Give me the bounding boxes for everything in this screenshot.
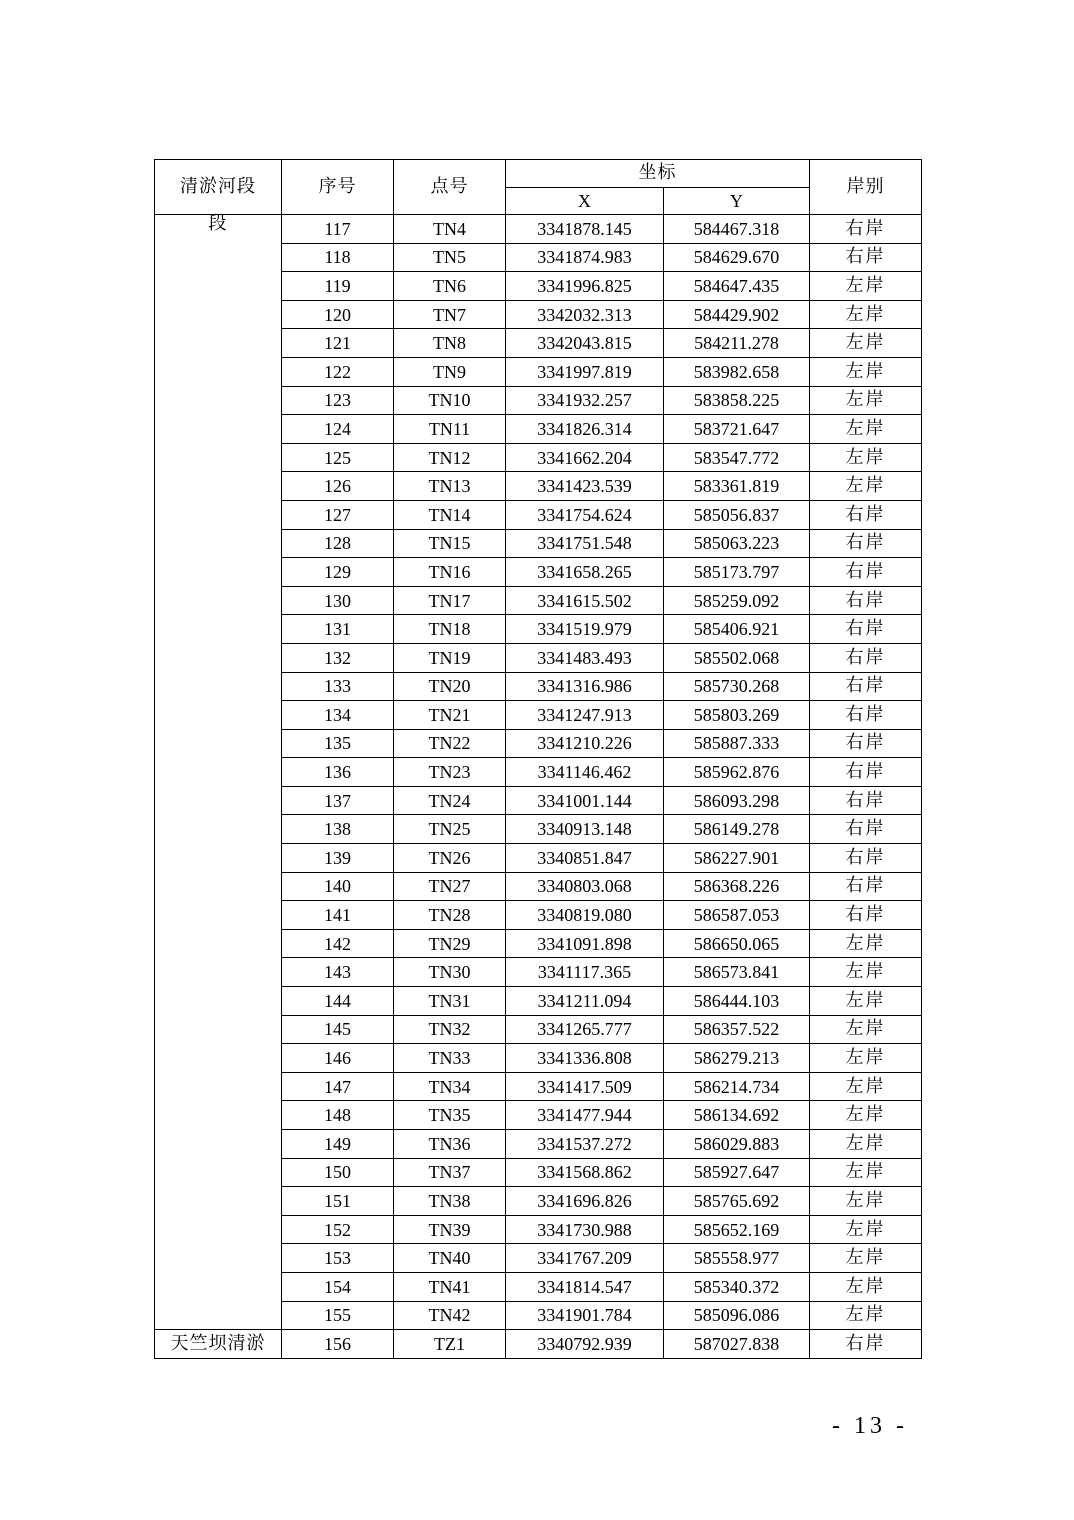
seq-cell: 151 xyxy=(282,1187,394,1216)
x-cell: 3341316.986 xyxy=(506,672,664,701)
bank-cell: 左岸 xyxy=(810,1072,922,1101)
bank-cell: 右岸 xyxy=(810,500,922,529)
bank-cell: 右岸 xyxy=(810,872,922,901)
bank-cell: 右岸 xyxy=(810,586,922,615)
point-cell: TN30 xyxy=(394,958,506,987)
point-cell: TN7 xyxy=(394,300,506,329)
seq-cell: 133 xyxy=(282,672,394,701)
section-cell: 天竺坝清淤 xyxy=(155,1330,282,1359)
y-cell: 585927.647 xyxy=(664,1158,810,1187)
x-cell: 3341814.547 xyxy=(506,1272,664,1301)
section-cell: 段 xyxy=(155,215,282,1330)
x-cell: 3341417.509 xyxy=(506,1072,664,1101)
seq-cell: 136 xyxy=(282,758,394,787)
seq-cell: 135 xyxy=(282,729,394,758)
x-cell: 3341211.094 xyxy=(506,987,664,1016)
y-cell: 586227.901 xyxy=(664,844,810,873)
seq-cell: 120 xyxy=(282,300,394,329)
x-cell: 3341932.257 xyxy=(506,386,664,415)
bank-cell: 左岸 xyxy=(810,1101,922,1130)
y-cell: 586573.841 xyxy=(664,958,810,987)
bank-cell: 右岸 xyxy=(810,729,922,758)
page-number: - 13 - xyxy=(832,1413,908,1439)
point-cell: TN27 xyxy=(394,872,506,901)
x-cell: 3341336.808 xyxy=(506,1044,664,1073)
bank-cell: 左岸 xyxy=(810,272,922,301)
seq-cell: 142 xyxy=(282,929,394,958)
header-point: 点号 xyxy=(394,160,506,215)
bank-cell: 右岸 xyxy=(810,558,922,587)
x-cell: 3341423.539 xyxy=(506,472,664,501)
point-cell: TN24 xyxy=(394,786,506,815)
point-cell: TN18 xyxy=(394,615,506,644)
header-seq: 序号 xyxy=(282,160,394,215)
point-cell: TN22 xyxy=(394,729,506,758)
y-cell: 585558.977 xyxy=(664,1244,810,1273)
seq-cell: 132 xyxy=(282,643,394,672)
seq-cell: 146 xyxy=(282,1044,394,1073)
bank-cell: 右岸 xyxy=(810,615,922,644)
x-cell: 3340803.068 xyxy=(506,872,664,901)
header-y: Y xyxy=(664,187,810,215)
y-cell: 583361.819 xyxy=(664,472,810,501)
point-cell: TN29 xyxy=(394,929,506,958)
y-cell: 585887.333 xyxy=(664,729,810,758)
point-cell: TN33 xyxy=(394,1044,506,1073)
point-cell: TN5 xyxy=(394,243,506,272)
y-cell: 585406.921 xyxy=(664,615,810,644)
y-cell: 585652.169 xyxy=(664,1215,810,1244)
point-cell: TN25 xyxy=(394,815,506,844)
x-cell: 3341519.979 xyxy=(506,615,664,644)
y-cell: 584629.670 xyxy=(664,243,810,272)
bank-cell: 右岸 xyxy=(810,758,922,787)
y-cell: 584211.278 xyxy=(664,329,810,358)
y-cell: 585502.068 xyxy=(664,643,810,672)
y-cell: 587027.838 xyxy=(664,1330,810,1359)
x-cell: 3341997.819 xyxy=(506,357,664,386)
bank-cell: 左岸 xyxy=(810,1301,922,1330)
seq-cell: 148 xyxy=(282,1101,394,1130)
y-cell: 583858.225 xyxy=(664,386,810,415)
seq-cell: 117 xyxy=(282,215,394,244)
seq-cell: 137 xyxy=(282,786,394,815)
seq-cell: 127 xyxy=(282,500,394,529)
point-cell: TN6 xyxy=(394,272,506,301)
point-cell: TN26 xyxy=(394,844,506,873)
bank-cell: 左岸 xyxy=(810,300,922,329)
x-cell: 3341996.825 xyxy=(506,272,664,301)
x-cell: 3341696.826 xyxy=(506,1187,664,1216)
bank-cell: 左岸 xyxy=(810,386,922,415)
bank-cell: 右岸 xyxy=(810,844,922,873)
seq-cell: 153 xyxy=(282,1244,394,1273)
seq-cell: 147 xyxy=(282,1072,394,1101)
y-cell: 585063.223 xyxy=(664,529,810,558)
point-cell: TN9 xyxy=(394,357,506,386)
header-section: 清淤河段 xyxy=(155,160,282,215)
bank-cell: 左岸 xyxy=(810,1015,922,1044)
bank-cell: 左岸 xyxy=(810,443,922,472)
x-cell: 3341662.204 xyxy=(506,443,664,472)
bank-cell: 左岸 xyxy=(810,1272,922,1301)
x-cell: 3341001.144 xyxy=(506,786,664,815)
bank-cell: 左岸 xyxy=(810,1244,922,1273)
seq-cell: 145 xyxy=(282,1015,394,1044)
y-cell: 584467.318 xyxy=(664,215,810,244)
y-cell: 585096.086 xyxy=(664,1301,810,1330)
bank-cell: 右岸 xyxy=(810,701,922,730)
x-cell: 3341767.209 xyxy=(506,1244,664,1273)
x-cell: 3340792.939 xyxy=(506,1330,664,1359)
bank-cell: 左岸 xyxy=(810,929,922,958)
bank-cell: 左岸 xyxy=(810,472,922,501)
point-cell: TN34 xyxy=(394,1072,506,1101)
x-cell: 3341483.493 xyxy=(506,643,664,672)
bank-cell: 右岸 xyxy=(810,815,922,844)
point-cell: TN21 xyxy=(394,701,506,730)
bank-cell: 左岸 xyxy=(810,329,922,358)
table-row xyxy=(155,1330,922,1359)
point-cell: TN8 xyxy=(394,329,506,358)
x-cell: 3341901.784 xyxy=(506,1301,664,1330)
point-cell: TN35 xyxy=(394,1101,506,1130)
point-cell: TN23 xyxy=(394,758,506,787)
point-cell: TN14 xyxy=(394,500,506,529)
seq-cell: 123 xyxy=(282,386,394,415)
point-cell: TN20 xyxy=(394,672,506,701)
point-cell: TN38 xyxy=(394,1187,506,1216)
x-cell: 3341754.624 xyxy=(506,500,664,529)
point-cell: TN37 xyxy=(394,1158,506,1187)
x-cell: 3341117.365 xyxy=(506,958,664,987)
seq-cell: 138 xyxy=(282,815,394,844)
seq-cell: 119 xyxy=(282,272,394,301)
point-cell: TZ1 xyxy=(394,1330,506,1359)
y-cell: 585765.692 xyxy=(664,1187,810,1216)
point-cell: TN12 xyxy=(394,443,506,472)
x-cell: 3341874.983 xyxy=(506,243,664,272)
bank-cell: 左岸 xyxy=(810,958,922,987)
y-cell: 586134.692 xyxy=(664,1101,810,1130)
point-cell: TN4 xyxy=(394,215,506,244)
seq-cell: 118 xyxy=(282,243,394,272)
y-cell: 586444.103 xyxy=(664,987,810,1016)
seq-cell: 126 xyxy=(282,472,394,501)
seq-cell: 128 xyxy=(282,529,394,558)
x-cell: 3341265.777 xyxy=(506,1015,664,1044)
seq-cell: 149 xyxy=(282,1130,394,1159)
point-cell: TN16 xyxy=(394,558,506,587)
seq-cell: 152 xyxy=(282,1215,394,1244)
y-cell: 586279.213 xyxy=(664,1044,810,1073)
y-cell: 584429.902 xyxy=(664,300,810,329)
bank-cell: 右岸 xyxy=(810,529,922,558)
point-cell: TN36 xyxy=(394,1130,506,1159)
bank-cell: 右岸 xyxy=(810,243,922,272)
point-cell: TN11 xyxy=(394,415,506,444)
y-cell: 585803.269 xyxy=(664,701,810,730)
bank-cell: 右岸 xyxy=(810,786,922,815)
header-x: X xyxy=(506,187,664,215)
y-cell: 586368.226 xyxy=(664,872,810,901)
x-cell: 3341568.862 xyxy=(506,1158,664,1187)
bank-cell: 左岸 xyxy=(810,987,922,1016)
y-cell: 583721.647 xyxy=(664,415,810,444)
point-cell: TN39 xyxy=(394,1215,506,1244)
x-cell: 3341537.272 xyxy=(506,1130,664,1159)
point-cell: TN41 xyxy=(394,1272,506,1301)
bank-cell: 左岸 xyxy=(810,1215,922,1244)
bank-cell: 左岸 xyxy=(810,1044,922,1073)
y-cell: 585962.876 xyxy=(664,758,810,787)
y-cell: 585056.837 xyxy=(664,500,810,529)
bank-cell: 左岸 xyxy=(810,357,922,386)
seq-cell: 121 xyxy=(282,329,394,358)
seq-cell: 141 xyxy=(282,901,394,930)
y-cell: 585340.372 xyxy=(664,1272,810,1301)
y-cell: 586149.278 xyxy=(664,815,810,844)
point-cell: TN13 xyxy=(394,472,506,501)
x-cell: 3341477.944 xyxy=(506,1101,664,1130)
y-cell: 585173.797 xyxy=(664,558,810,587)
x-cell: 3341091.898 xyxy=(506,929,664,958)
bank-cell: 右岸 xyxy=(810,672,922,701)
x-cell: 3341615.502 xyxy=(506,586,664,615)
y-cell: 586587.053 xyxy=(664,901,810,930)
bank-cell: 左岸 xyxy=(810,1187,922,1216)
seq-cell: 129 xyxy=(282,558,394,587)
bank-cell: 右岸 xyxy=(810,643,922,672)
point-cell: TN17 xyxy=(394,586,506,615)
seq-cell: 144 xyxy=(282,987,394,1016)
y-cell: 584647.435 xyxy=(664,272,810,301)
seq-cell: 156 xyxy=(282,1330,394,1359)
seq-cell: 125 xyxy=(282,443,394,472)
y-cell: 586650.065 xyxy=(664,929,810,958)
point-cell: TN31 xyxy=(394,987,506,1016)
seq-cell: 134 xyxy=(282,701,394,730)
bank-cell: 左岸 xyxy=(810,1158,922,1187)
coordinates-table xyxy=(154,159,922,1359)
point-cell: TN19 xyxy=(394,643,506,672)
seq-cell: 139 xyxy=(282,844,394,873)
seq-cell: 150 xyxy=(282,1158,394,1187)
x-cell: 3341751.548 xyxy=(506,529,664,558)
seq-cell: 143 xyxy=(282,958,394,987)
x-cell: 3341658.265 xyxy=(506,558,664,587)
point-cell: TN42 xyxy=(394,1301,506,1330)
x-cell: 3342043.815 xyxy=(506,329,664,358)
bank-cell: 左岸 xyxy=(810,1130,922,1159)
x-cell: 3341146.462 xyxy=(506,758,664,787)
y-cell: 586093.298 xyxy=(664,786,810,815)
point-cell: TN40 xyxy=(394,1244,506,1273)
y-cell: 583547.772 xyxy=(664,443,810,472)
x-cell: 3341730.988 xyxy=(506,1215,664,1244)
bank-cell: 右岸 xyxy=(810,215,922,244)
y-cell: 583982.658 xyxy=(664,357,810,386)
table-row xyxy=(155,215,922,244)
x-cell: 3340913.148 xyxy=(506,815,664,844)
x-cell: 3341247.913 xyxy=(506,701,664,730)
y-cell: 585259.092 xyxy=(664,586,810,615)
y-cell: 586029.883 xyxy=(664,1130,810,1159)
seq-cell: 131 xyxy=(282,615,394,644)
x-cell: 3342032.313 xyxy=(506,300,664,329)
y-cell: 586357.522 xyxy=(664,1015,810,1044)
seq-cell: 130 xyxy=(282,586,394,615)
bank-cell: 右岸 xyxy=(810,901,922,930)
table-body xyxy=(155,215,922,1359)
seq-cell: 155 xyxy=(282,1301,394,1330)
point-cell: TN10 xyxy=(394,386,506,415)
x-cell: 3341878.145 xyxy=(506,215,664,244)
seq-cell: 124 xyxy=(282,415,394,444)
point-cell: TN15 xyxy=(394,529,506,558)
seq-cell: 122 xyxy=(282,357,394,386)
y-cell: 585730.268 xyxy=(664,672,810,701)
point-cell: TN32 xyxy=(394,1015,506,1044)
y-cell: 586214.734 xyxy=(664,1072,810,1101)
point-cell: TN28 xyxy=(394,901,506,930)
x-cell: 3340819.080 xyxy=(506,901,664,930)
x-cell: 3341210.226 xyxy=(506,729,664,758)
x-cell: 3341826.314 xyxy=(506,415,664,444)
bank-cell: 左岸 xyxy=(810,415,922,444)
bank-cell: 右岸 xyxy=(810,1330,922,1359)
seq-cell: 154 xyxy=(282,1272,394,1301)
seq-cell: 140 xyxy=(282,872,394,901)
header-bank: 岸别 xyxy=(810,160,922,215)
x-cell: 3340851.847 xyxy=(506,844,664,873)
header-coord: 坐标 xyxy=(506,160,810,188)
